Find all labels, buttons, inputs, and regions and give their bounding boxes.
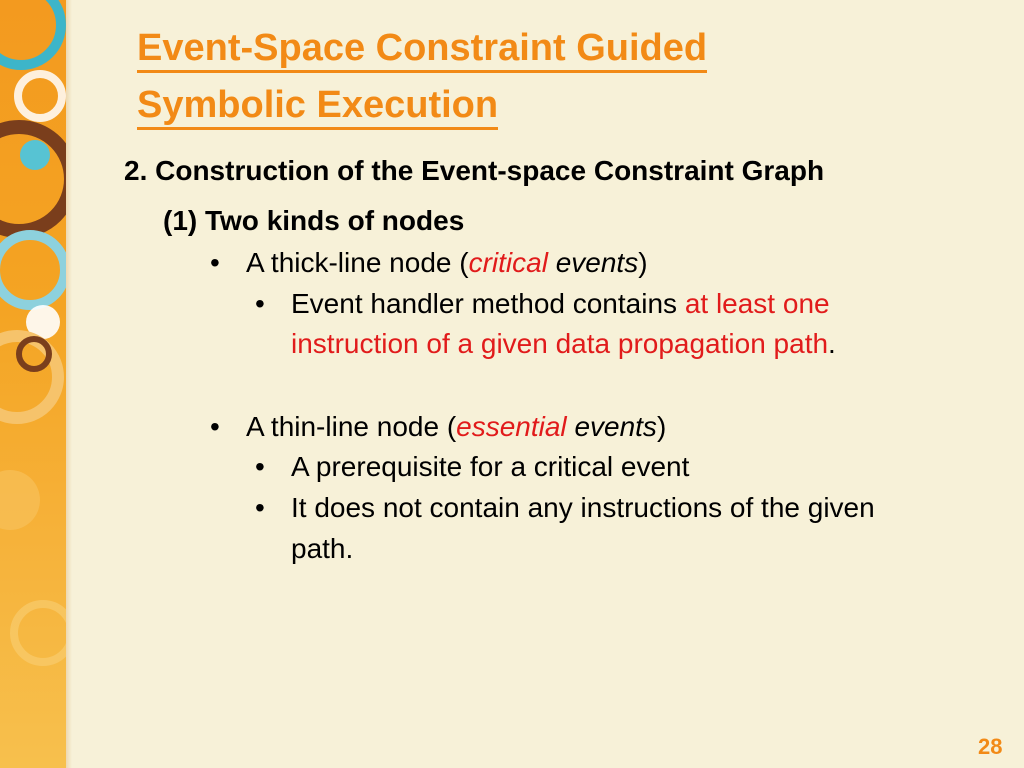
bullet-marker: • (255, 451, 265, 482)
strip-shadow (66, 0, 72, 768)
thick-node-suffix: ) (638, 247, 648, 278)
circle-decoration (0, 120, 66, 238)
decorative-circles-strip (0, 0, 66, 768)
section-heading: 2. Construction of the Event-space Constraint Graph (124, 155, 825, 186)
thin-sub-item-1: A prerequisite for a critical event (291, 451, 690, 482)
bullet-marker: • (255, 288, 265, 319)
thick-sub-item-line2 (291, 328, 836, 360)
bullet-marker: • (210, 411, 220, 442)
bullet-marker: • (255, 492, 265, 523)
thin-sub-item-2-line2: path. (291, 533, 354, 564)
critical-term: critical (468, 247, 548, 278)
thick-sub-suffix: . (828, 328, 836, 359)
bullet-marker: • (210, 247, 220, 278)
thick-sub-prefix: Event handler method contains (291, 288, 685, 319)
circle-decoration (20, 140, 50, 170)
circle-decoration (16, 336, 52, 372)
thick-events-term: events (555, 247, 639, 278)
circle-decoration (0, 470, 40, 530)
thin-events-term: events (574, 411, 657, 442)
thick-sub-item-line1 (291, 288, 830, 320)
circle-decoration (0, 0, 66, 70)
circle-decoration (0, 230, 66, 310)
thick-sub-highlight-1: at least one (684, 288, 830, 319)
section-subheading: (1) Two kinds of nodes (163, 205, 465, 236)
slide-title-line1: Event-Space Constraint Guided (137, 26, 707, 73)
page-number: 28 (978, 734, 1003, 759)
thick-node-item (246, 247, 648, 279)
thin-node-item (246, 411, 666, 443)
thin-node-suffix: ) (656, 411, 667, 442)
thick-sub-highlight-2: instruction of a given data propagation path (291, 328, 829, 359)
circle-decoration (14, 70, 66, 122)
slide-title (137, 22, 707, 136)
thick-node-prefix: A thick-line node ( (246, 247, 469, 278)
thin-sub-item-2-line1: It does not contain any instructions of the given (291, 492, 875, 523)
essential-term: essential (456, 411, 567, 442)
circle-decoration (10, 600, 66, 666)
thin-node-prefix: A thin-line node ( (246, 411, 457, 442)
slide-title-line2: Symbolic Execution (137, 83, 498, 130)
